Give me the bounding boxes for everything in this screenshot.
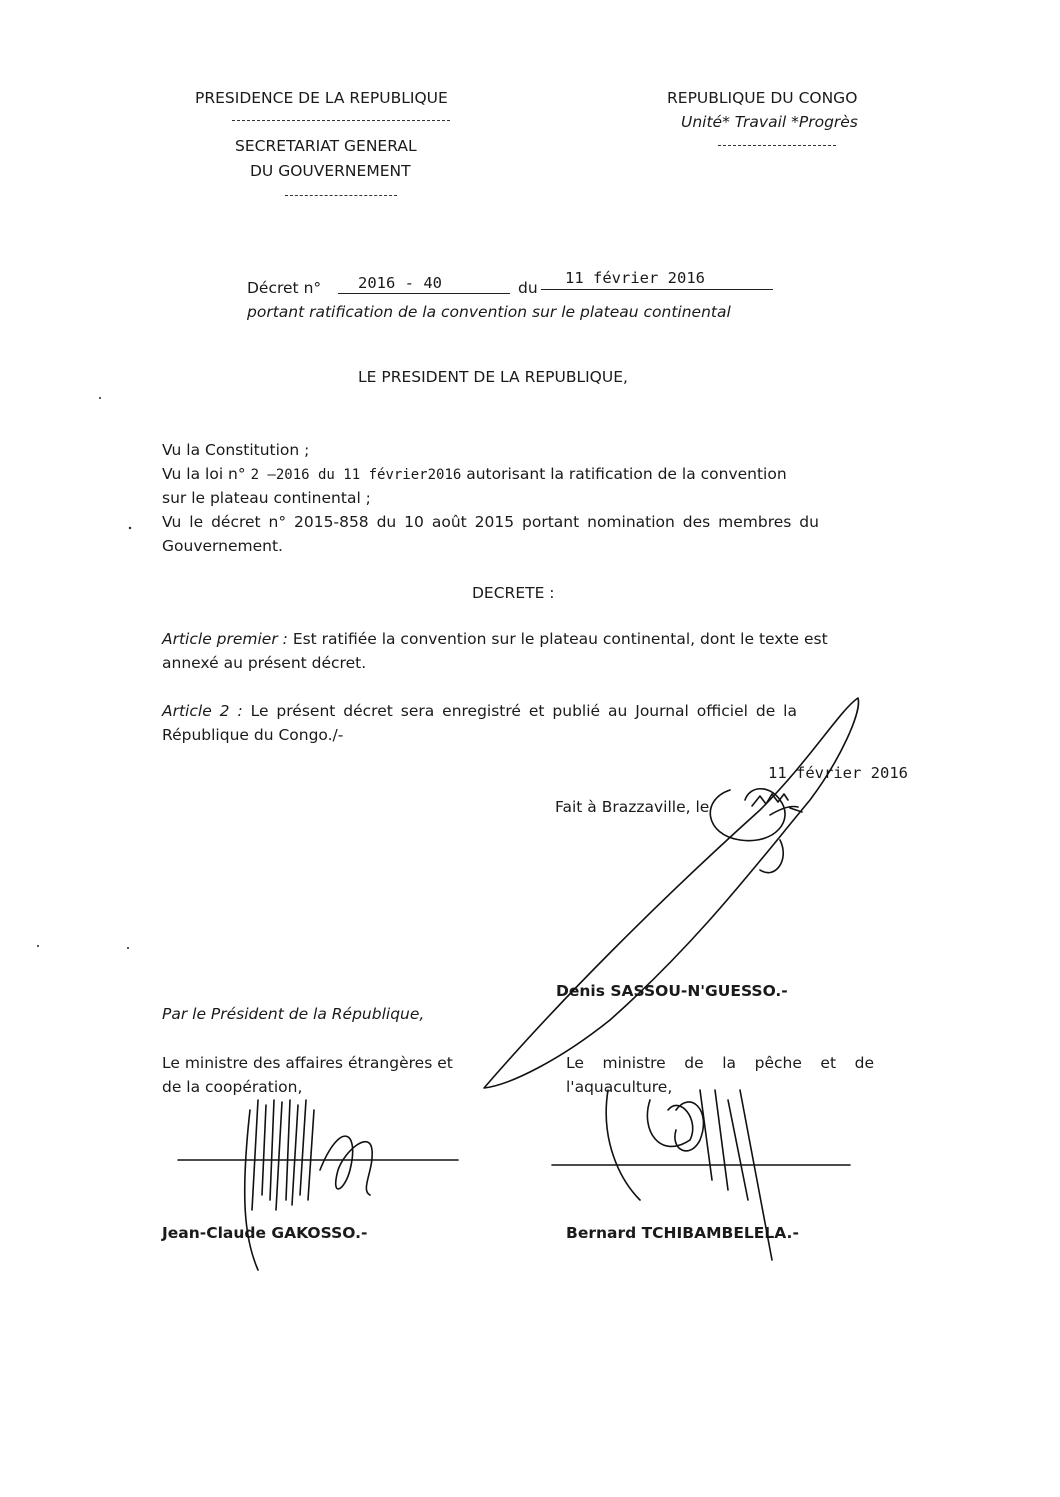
minister-right-name: Bernard TCHIBAMBELELA.- [566, 1224, 799, 1242]
decree-subject: portant ratification de la convention sur le plateau continental [247, 303, 731, 321]
article-2-text: Le présent décret sera enregistré et publié au Journal officiel de la [250, 702, 797, 720]
minister-right-title-2: l'aquaculture, [566, 1078, 673, 1096]
article-1-text: Est ratifiée la convention sur le plateau continental, dont le texte est [292, 630, 828, 648]
article-2-line1 [162, 699, 797, 723]
minister-left-title-1: Le ministre des affaires étrangères et [162, 1054, 453, 1072]
minister-left-title-2: de la coopération, [162, 1078, 303, 1096]
decree-du-label: du [518, 279, 538, 297]
article-1-label: Article premier : [162, 630, 288, 648]
visa-loi-prefix: Vu la loi n° [162, 465, 246, 483]
decree-label: Décret n° [247, 279, 322, 297]
president-signature-flourish [752, 794, 802, 815]
header-left-divider [232, 120, 450, 121]
presidence-header: PRESIDENCE DE LA REPUBLIQUE [195, 89, 448, 107]
republique-header: REPUBLIQUE DU CONGO [667, 89, 858, 107]
gouvernement-header: DU GOUVERNEMENT [250, 162, 411, 180]
president-signature-tail [760, 840, 783, 873]
visa-constitution: Vu la Constitution ; [162, 441, 310, 459]
article-2-line2: République du Congo./- [162, 726, 344, 744]
president-signature [484, 698, 858, 1088]
visa-loi-suffix: autorisant la ratification de la convention [466, 465, 787, 483]
decree-number: 2016 - 40 [358, 274, 442, 292]
president-heading: LE PRESIDENT DE LA REPUBLIQUE, [358, 368, 628, 386]
visa-loi-line2: sur le plateau continental ; [162, 489, 371, 507]
minister-right-title-1: Le ministre de la pêche et de [566, 1054, 874, 1072]
secretariat-header: SECRETARIAT GENERAL [235, 137, 417, 155]
decree-date: 11 février 2016 [565, 269, 705, 287]
minister-right-signature-loop [675, 1102, 704, 1151]
article-1-line2: annexé au présent décret. [162, 654, 367, 672]
visa-loi-number: 2 –2016 du 11 février2016 [250, 467, 462, 483]
president-signatory-name: Denis SASSOU-N'GUESSO.- [556, 982, 788, 1000]
minister-left-signature-end [320, 1136, 372, 1195]
visa-decret-line1: Vu le décret n° 2015-858 du 10 août 2015 portant nomination des membres du [162, 513, 819, 531]
national-motto: Unité* Travail *Progrès [681, 113, 858, 131]
president-signature-loop [710, 789, 785, 841]
article-1-line1 [162, 627, 828, 651]
fait-label: Fait à Brazzaville, le [555, 798, 710, 816]
header-right-divider [718, 145, 836, 146]
visa-decret-line2: Gouvernement. [162, 537, 283, 555]
par-le-president: Par le Président de la République, [162, 1005, 425, 1023]
visa-loi [162, 462, 787, 487]
header-left-divider-2 [285, 195, 397, 196]
article-2-label: Article 2 : [162, 702, 243, 720]
fait-date: 11 février 2016 [768, 764, 908, 782]
minister-left-name: Jean-Claude GAKOSSO.- [162, 1224, 368, 1242]
decrete-heading: DECRETE : [472, 584, 555, 602]
